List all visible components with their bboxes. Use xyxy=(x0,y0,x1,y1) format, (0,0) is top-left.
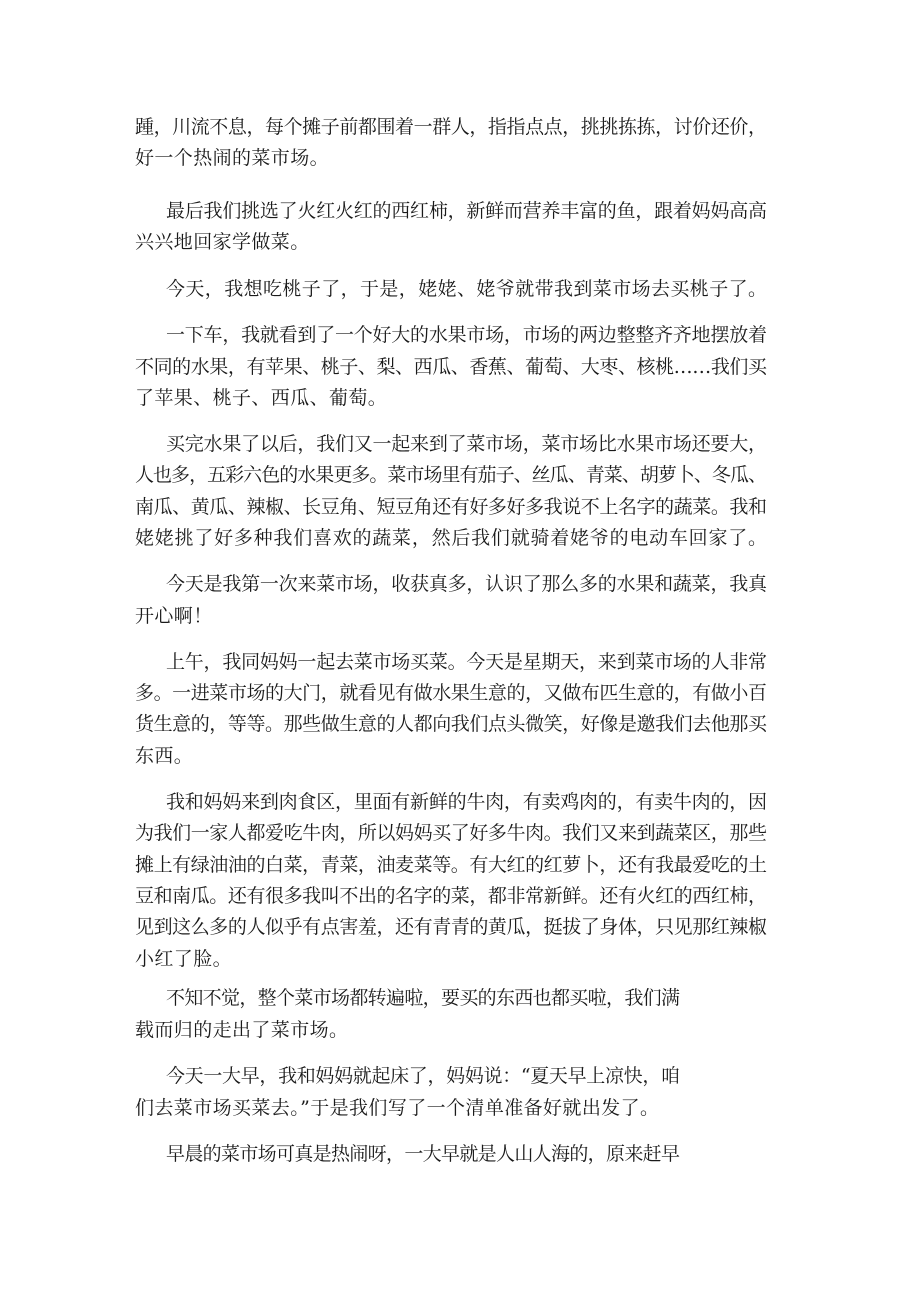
text-line: 南瓜、黄瓜、辣椒、长豆角、短豆角还有好多好多我说不上名字的蔬菜。我和 xyxy=(135,496,767,518)
text-line: 兴兴地回家学做菜。 xyxy=(135,231,310,253)
text-line: 摊上有绿油油的白菜，青菜，油麦菜等。有大红的红萝卜，还有我最爱吃的土 xyxy=(135,854,767,876)
text-line: 踵，川流不息，每个摊子前都围着一群人，指指点点，挑挑拣拣，讨价还价， xyxy=(135,116,767,138)
text-line: 早晨的菜市场可真是热闹呀，一大早就是人山人海的，原来赶早 xyxy=(166,1143,680,1165)
text-line: 东西。 xyxy=(135,745,194,767)
text-line: 买完水果了以后，我们又一起来到了菜市场，菜市场比水果市场还要大， xyxy=(166,433,767,455)
text-line: 不知不觉，整个菜市场都转遍啦，要买的东西也都买啦，我们满 xyxy=(166,987,680,1009)
text-line: 好一个热闹的菜市场。 xyxy=(135,147,330,169)
text-line: 上午，我同妈妈一起去菜市场买菜。今天是星期天，来到菜市场的人非常 xyxy=(166,651,767,673)
text-line: 货生意的，等等。那些做生意的人都向我们点头微笑，好像是邀我们去他那买 xyxy=(135,713,767,735)
text-line: 一下车，我就看到了一个好大的水果市场，市场的两边整整齐齐地摆放着 xyxy=(166,324,767,346)
text-line: 今天，我想吃桃子了，于是，姥姥、姥爷就带我到菜市场去买桃子了。 xyxy=(166,278,768,300)
text-line: 今天一大早，我和妈妈就起床了，妈妈说：“夏天早上凉快，咱 xyxy=(166,1065,680,1087)
text-line: 为我们一家人都爱吃牛肉，所以妈妈买了好多牛肉。我们又来到蔬菜区，那些 xyxy=(135,822,767,844)
text-line: 不同的水果，有苹果、桃子、梨、西瓜、香蕉、葡萄、大枣、核桃……我们买 xyxy=(135,356,767,378)
text-line: 见到这么多的人似乎有点害羞，还有青青的黄瓜，挺拔了身体，只见那红辣椒 xyxy=(135,916,767,938)
text-line: 小红了脸。 xyxy=(135,948,233,970)
text-line: 们去菜市场买菜去。”于是我们写了一个清单准备好就出发了。 xyxy=(135,1097,660,1119)
text-line: 多。一进菜市场的大门，就看见有做水果生意的，又做布匹生意的，有做小百 xyxy=(135,682,767,704)
text-line: 人也多，五彩六色的水果更多。菜市场里有茄子、丝瓜、青菜、胡萝卜、冬瓜、 xyxy=(135,464,767,486)
text-line: 最后我们挑选了火红火红的西红柿，新鲜而营养丰富的鱼，跟着妈妈高高 xyxy=(166,200,767,222)
text-line: 豆和南瓜。还有很多我叫不出的名字的菜，都非常新鲜。还有火红的西红柿， xyxy=(135,885,767,907)
text-line: 载而归的走出了菜市场。 xyxy=(135,1019,349,1041)
text-line: 我和妈妈来到肉食区，里面有新鲜的牛肉，有卖鸡肉的，有卖牛肉的，因 xyxy=(166,791,767,813)
text-line: 姥姥挑了好多种我们喜欢的蔬菜，然后我们就骑着姥爷的电动车回家了。 xyxy=(135,527,768,549)
text-line: 开心啊！ xyxy=(135,605,213,627)
text-line: 今天是我第一次来菜市场，收获真多，认识了那么多的水果和蔬菜，我真 xyxy=(166,573,767,595)
text-line: 了苹果、桃子、西瓜、葡萄。 xyxy=(135,387,388,409)
